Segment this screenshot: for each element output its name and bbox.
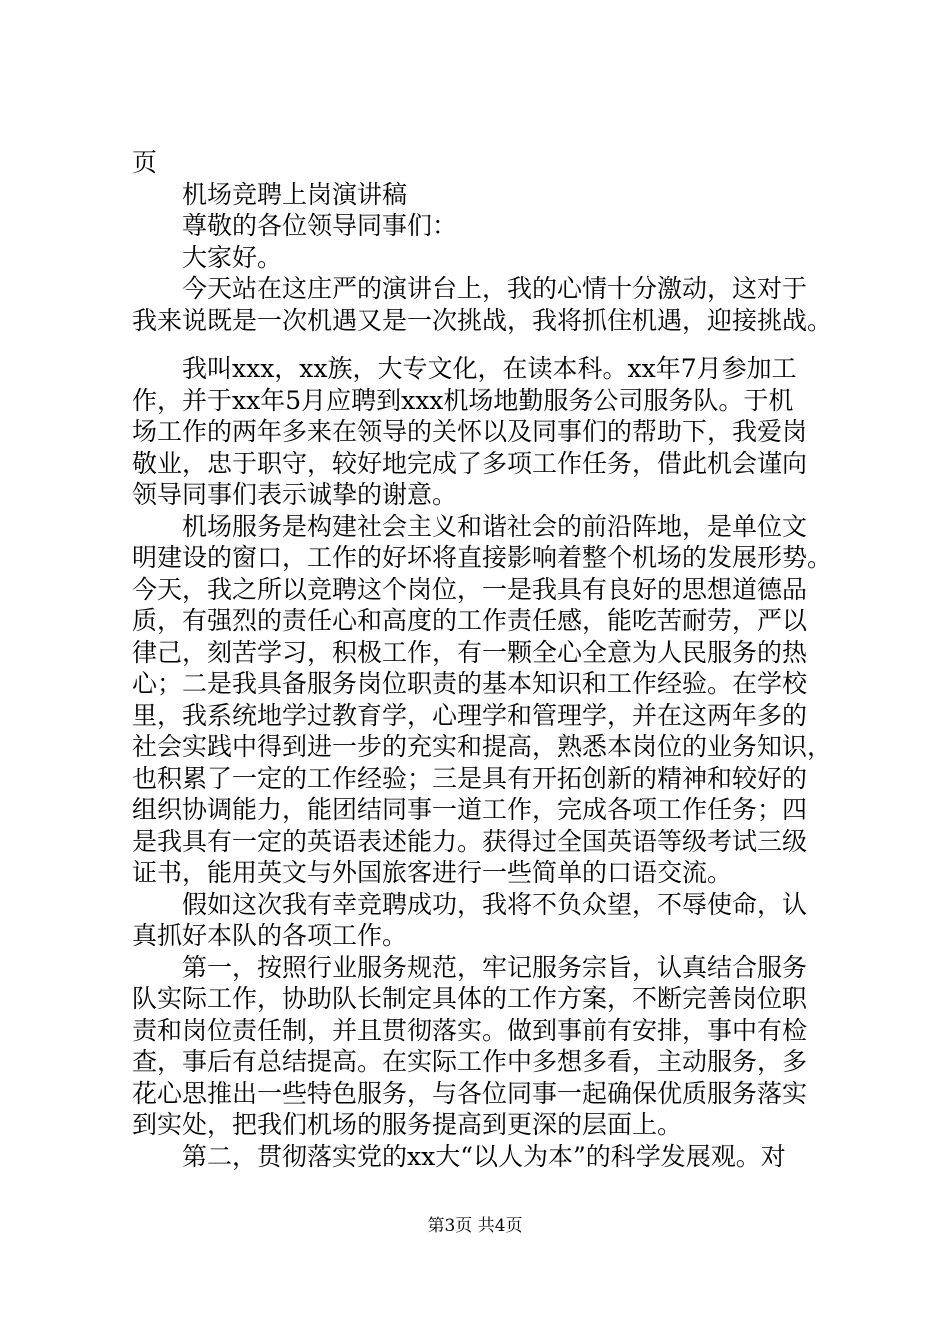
document-body (132, 147, 832, 1172)
paragraph-line: 里，我系统地学过教育学，心理学和管理学，并在这两年多的 (132, 700, 808, 730)
paragraph-line: 假如这次我有幸竞聘成功，我将不负众望，不辱使命，认 (182, 889, 808, 919)
paragraph-line: 第二，贯彻落实党的xx大“以人为本”的科学发展观。对 (182, 1141, 786, 1171)
paragraph-line: 作，并于xx年5月应聘到xxx机场地勤服务公司服务队。于机 (132, 385, 794, 415)
paragraph-line: 查，事后有总结提高。在实际工作中多想多看，主动服务，多 (132, 1047, 808, 1076)
paragraph-line: 队实际工作，协助队长制定具体的工作方案，不断完善岗位职 (132, 984, 808, 1013)
paragraph-line: 领导同事们表示诚挚的谢意。 (132, 480, 458, 509)
paragraph-line: 敬业，忠于职守，较好地完成了多项工作任务，借此机会谨向 (132, 448, 808, 478)
paragraph-line: 机场服务是构建社会主义和谐社会的前沿阵地，是单位文 (182, 511, 808, 541)
paragraph-line: 律己，刻苦学习，积极工作，有一颗全心全意为人民服务的热 (132, 637, 808, 667)
paragraph-line: 真抓好本队的各项工作。 (132, 921, 408, 950)
paragraph-line: 社会实践中得到进一步的充实和提高，熟悉本岗位的业务知识， (132, 732, 833, 761)
paragraph-line: 心；二是我具备服务岗位职责的基本知识和工作经验。在学校 (132, 669, 808, 698)
paragraph-line: 也积累了一定的工作经验；三是具有开拓创新的精神和较好的 (132, 763, 808, 793)
paragraph-line: 场工作的两年多来在领导的关怀以及同事们的帮助下，我爱岗 (132, 417, 808, 446)
page-fragment: 页 (132, 148, 158, 177)
paragraph-line: 第一，按照行业服务规范，牢记服务宗旨，认真结合服务 (182, 952, 808, 982)
paragraph-line: 今天站在这庄严的演讲台上，我的心情十分激动，这对于 (182, 274, 808, 303)
salutation: 尊敬的各位领导同事们： (182, 211, 458, 240)
paragraph-line: 组织协调能力，能团结同事一道工作，完成各项工作任务；四 (132, 795, 808, 824)
paragraph-line: 明建设的窗口，工作的好坏将直接影响着整个机场的发展形势。 (132, 543, 833, 572)
page-footer: 第3页 共4页 (427, 1216, 523, 1236)
paragraph-line: 我叫xxx，xx族，大专文化，在读本科。xx年7月参加工 (182, 354, 797, 383)
paragraph-line: 到实处，把我们机场的服务提高到更深的层面上。 (132, 1110, 683, 1139)
paragraph-line: 责和岗位责任制，并且贯彻落实。做到事前有安排，事中有检 (132, 1015, 808, 1045)
document-title: 机场竞聘上岗演讲稿 (182, 179, 408, 209)
greeting: 大家好。 (182, 242, 283, 272)
paragraph-line: 花心思推出一些特色服务，与各位同事一起确保优质服务落实 (132, 1078, 808, 1108)
paragraph-line: 质，有强烈的责任心和高度的工作责任感，能吃苦耐劳，严以 (132, 606, 808, 635)
paragraph-line: 今天，我之所以竞聘这个岗位，一是我具有良好的思想道德品 (132, 574, 808, 604)
paragraph-line: 我来说既是一次机遇又是一次挑战，我将抓住机遇，迎接挑战。 (132, 305, 833, 335)
paragraph-line: 是我具有一定的英语表述能力。获得过全国英语等级考试三级 (132, 826, 808, 856)
paragraph-line: 证书，能用英文与外国旅客进行一些简单的口语交流。 (132, 858, 733, 887)
